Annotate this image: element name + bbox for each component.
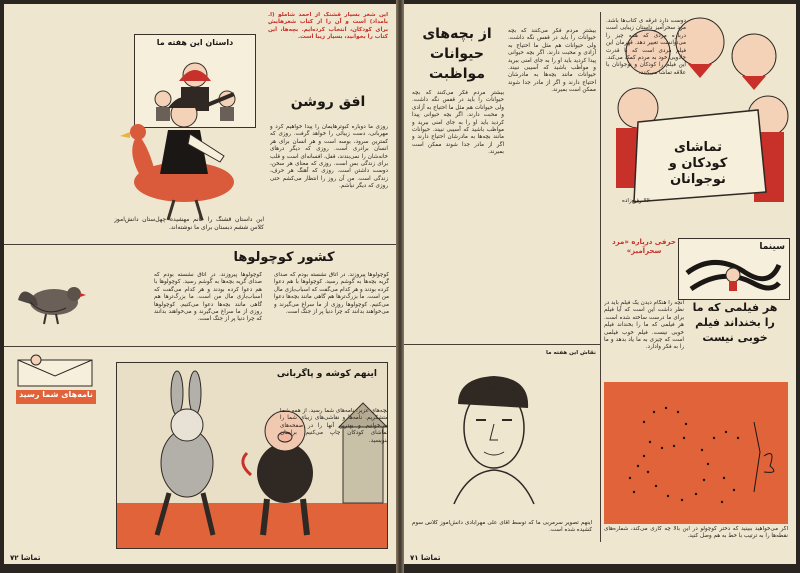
animals-title: از بچه‌های حیوانات مواظبت (422, 26, 492, 82)
right-page (404, 4, 796, 564)
artist-portrait (424, 364, 564, 514)
cinema-body: آنچه را هنگام دیدن یک فیلم باید در نظر داشت این است که آیا فیلم برای ما درست ساخته شده است. هر فیلمی که ما را بخنداند فیلم خوبی نیست. فیلم خوب فیلمی است که چیزی به ما یاد بدهد و ما را به فکر وادارد. (604, 300, 684, 351)
puzzle-caption: اگر می‌خواهید ببینید که دختر کوچولو در این بالا چه کاری می‌کند، شماره‌های نقطه‌ها را به ترتیب با خط به هم وصل کنید. (604, 526, 788, 540)
korea-title: کشور کوچولوها (233, 250, 335, 265)
cinema-box (678, 238, 790, 300)
letters-envelope-icon (16, 354, 96, 389)
letters-label: نامه‌های شما رسید (16, 390, 96, 404)
poem-title: افق روشن (290, 94, 366, 110)
cinema-headline-line-2: را بخنداند فیلم (695, 316, 775, 329)
header-title-line-1: تماشای (673, 140, 723, 155)
left-footer: ۷۲ تماشا (10, 554, 41, 562)
girl-on-goose-illustration (104, 64, 264, 224)
dot-puzzle-drawing (604, 382, 788, 524)
cinema-headline-line-1: هر فیلمی که ما (692, 301, 778, 314)
left-page (4, 4, 396, 564)
header-title-line-3: نوجوانان (670, 172, 726, 187)
korea-body-col-2: کوچولوها پیروزند. در اتاق نشسته بودم که صدای گریه بچه‌ها به گوشم رسید. کوچولوها با هم دعوا کرده بودند و هر کدام می‌گفت که اسباب‌بازی مال من است. ما بزرگ‌ترها هم گاهی مانند بچه‌ها دعوا می‌کنیم. کوچولوها روزی از ما سراغ می‌گیرند و می‌خواهند بدانند که چرا دنیا پر از جنگ است. (154, 272, 262, 323)
korea-body-col-1: کوچولوها پیروزند. در اتاق نشسته بودم که صدای گریه بچه‌ها به گوشم رسید. کوچولوها با هم دعوا کرده بودند و هر کدام می‌گفت که اسباب‌بازی مال من است. ما بزرگ‌ترها هم گاهی مانند بچه‌ها دعوا می‌کنیم. کوچولوها روزی از ما سراغ می‌گیرند و می‌خواهند بدانند که چرا دنیا پر از جنگ است. (274, 272, 389, 316)
poem-note: این شعر بسیار قشنگ از احمد شاملو (ا. بامداد) است و آن را از کتاب شعرهایش برای کودکان، انتخاب کرده‌ایم. بچه‌ها، این کتاب را بخوانید، بسیار زیبا است. (268, 12, 388, 41)
story-caption: این داستان قشنگ را خانم مهشیده چهل‌ستان دانش‌آموز کلاس ششم دبستان برای ما نوشته‌اند. (114, 216, 264, 231)
right-footer: ۷۱ تماشا (410, 554, 441, 562)
poem-body: روزی ما دوباره کبوترهایمان را پیدا خواهیم کرد و مهربانی، دست زیبائی را خواهد گرفت. روزی که کمترین سرود، بوسه است و هر انسان برای هر انسان برادری است. روزی که دیگر درهای خانه‌شان را نمی‌بندند، قفل، افسانه‌ای است و قلب برای زندگی بس است. روزی که معنای هر سخن، دوست داشتن است. روزی که آهنگ هر حرف، زندگی است. من آن روز را انتظار می‌کشم حتی روزی که دیگر نباشم. (270, 124, 388, 190)
dot-puzzle[interactable] (604, 382, 788, 524)
animals-body-col-2: بیشتر مردم فکر می‌کنند که بچه حیوانات را باید در قفس نگه داشت. ولی حیوانات هم مثل ما احتیاج به آزادی و محبت دارند. اگر بچه حیوانی پیدا کردید باید او را به جای امنی ببرید و مواظب باشید که آسیبی نبیند. حیوانات مانند بچه‌ها به مادرشان احتیاج دارند و اگر از مادر جدا شوند ممکن است بمیرند. (508, 28, 596, 94)
story-box-title: داستان این هفته ما (156, 38, 234, 47)
animals-body-col-1: بیشتر مردم فکر می‌کنند که بچه حیوانات را باید در قفس نگه داشت. ولی حیوانات هم مثل ما احتیاج به آزادی و محبت دارند. اگر بچه حیوانی پیدا کردید باید او را به جای امنی ببرید و مواظب باشید که آسیبی نبیند. حیوانات مانند بچه‌ها به مادرشان احتیاج دارند و اگر از مادر جدا شوند ممکن است بمیرند. (412, 90, 504, 156)
pigeon-illustration (16, 274, 86, 329)
cinema-subtitle: حرفی درباره «مرد سحرآمیز» (612, 238, 676, 255)
cinema-title: سینما (759, 242, 785, 252)
cartoon-title: اینهم کوشه و پاگربانی (276, 369, 377, 379)
letters-body: بچه‌های عزیز، نامه‌های شما رسید. از همه شما متشکریم. نامه‌ها و نقاشی‌های زیبای شما را می‌خوانیم و بهترین آنها را در صفحه‌های تماشای کودکان چاپ می‌کنیم. برایمان بنویسید. (280, 408, 388, 444)
middle-column-body: دوست دارد غرقه ی کتاب‌ها باشد. مرد سحرآمیز داستان زیبایی است درباره مردی که همه چیز را می‌توانست تغییر دهد. قهرمان این فیلم مردی است که با قدرت جادویی خود به مردم کمک می‌کند. این فیلم را کودکان و نوجوانان با علاقه تماشا می‌کنند. (606, 18, 686, 76)
cinema-headline (680, 300, 790, 356)
film-reel-illustration (683, 253, 783, 295)
artist-label: نقاش این هفته ما (546, 350, 596, 356)
artist-caption: اینهم تصویر سرمربی ما که توسط آقای علی مهرآبادی دانش‌آموز کلاس سوم کشیده شده است. (412, 520, 592, 534)
header-credit: لالا رفیع‌زاده (622, 198, 650, 204)
cinema-headline-line-3: خوبی نیست (702, 331, 768, 344)
header-title-line-2: کودکان و (668, 156, 728, 171)
gutter (396, 0, 404, 573)
